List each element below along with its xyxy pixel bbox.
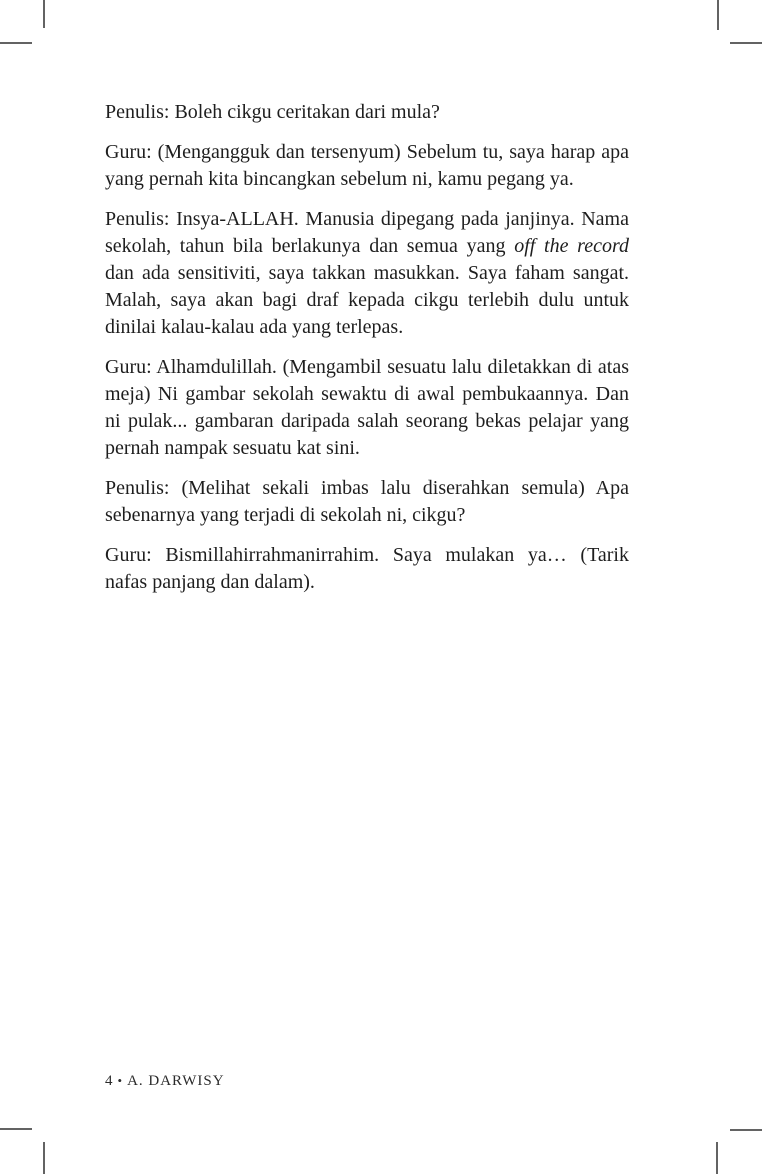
crop-mark-bottom-left-vertical xyxy=(43,1142,45,1174)
crop-mark-bottom-right-vertical xyxy=(716,1142,718,1174)
crop-mark-bottom-left-horizontal xyxy=(0,1128,32,1130)
crop-mark-top-left-vertical xyxy=(43,0,45,28)
dialogue-paragraph xyxy=(105,206,629,341)
footer-separator-bullet: • xyxy=(117,1073,123,1088)
dialogue-italic-segment: off the record xyxy=(514,235,629,257)
dialogue-segment: Guru: Bismillahirrahmanirrahim. Saya mulakan ya… (Tarik nafas panjang dan dalam). xyxy=(105,544,629,593)
crop-mark-top-left-horizontal xyxy=(0,42,32,44)
dialogue-segment: Penulis: (Melihat sekali imbas lalu diserahkan semula) Apa sebenarnya yang terjadi di sekolah ni, cikgu? xyxy=(105,477,629,526)
dialogue-segment: Guru: Alhamdulillah. (Mengambil sesuatu lalu diletakkan di atas meja) Ni gambar sekolah sewaktu di awal pembukaannya. Dan ni pulak... gambaran daripada salah seorang bekas pelajar yang pernah nampak sesuatu kat sini. xyxy=(105,356,629,459)
dialogue-paragraph xyxy=(105,475,629,529)
page-number: 4 xyxy=(105,1073,113,1089)
dialogue-paragraph xyxy=(105,139,629,193)
dialogue-paragraph xyxy=(105,542,629,596)
crop-mark-bottom-right-horizontal xyxy=(730,1129,762,1131)
dialogue-segment: Penulis: Boleh cikgu ceritakan dari mula? xyxy=(105,101,440,123)
crop-mark-top-right-vertical xyxy=(717,0,719,30)
dialogue-paragraph xyxy=(105,354,629,462)
dialogue-segment: Penulis: Insya-ALLAH. Manusia dipegang pada janjinya. Nama sekolah, tahun bila berlakunya dan semua yang xyxy=(105,208,629,257)
crop-mark-top-right-horizontal xyxy=(730,42,762,44)
dialogue-segment: Guru: (Mengangguk dan tersenyum) Sebelum tu, saya harap apa yang pernah kita bincangkan sebelum ni, kamu pegang ya. xyxy=(105,141,629,190)
dialogue-segment: dan ada sensitiviti, saya takkan masukkan. Saya faham sangat. Malah, saya akan bagi draf kepada cikgu terlebih dulu untuk dinilai kalau-kalau ada yang terlepas. xyxy=(105,262,629,338)
dialogue-text-block xyxy=(105,99,629,609)
page-footer xyxy=(105,1073,225,1089)
footer-author: A. DARWISY xyxy=(127,1073,225,1089)
dialogue-paragraph xyxy=(105,99,629,126)
